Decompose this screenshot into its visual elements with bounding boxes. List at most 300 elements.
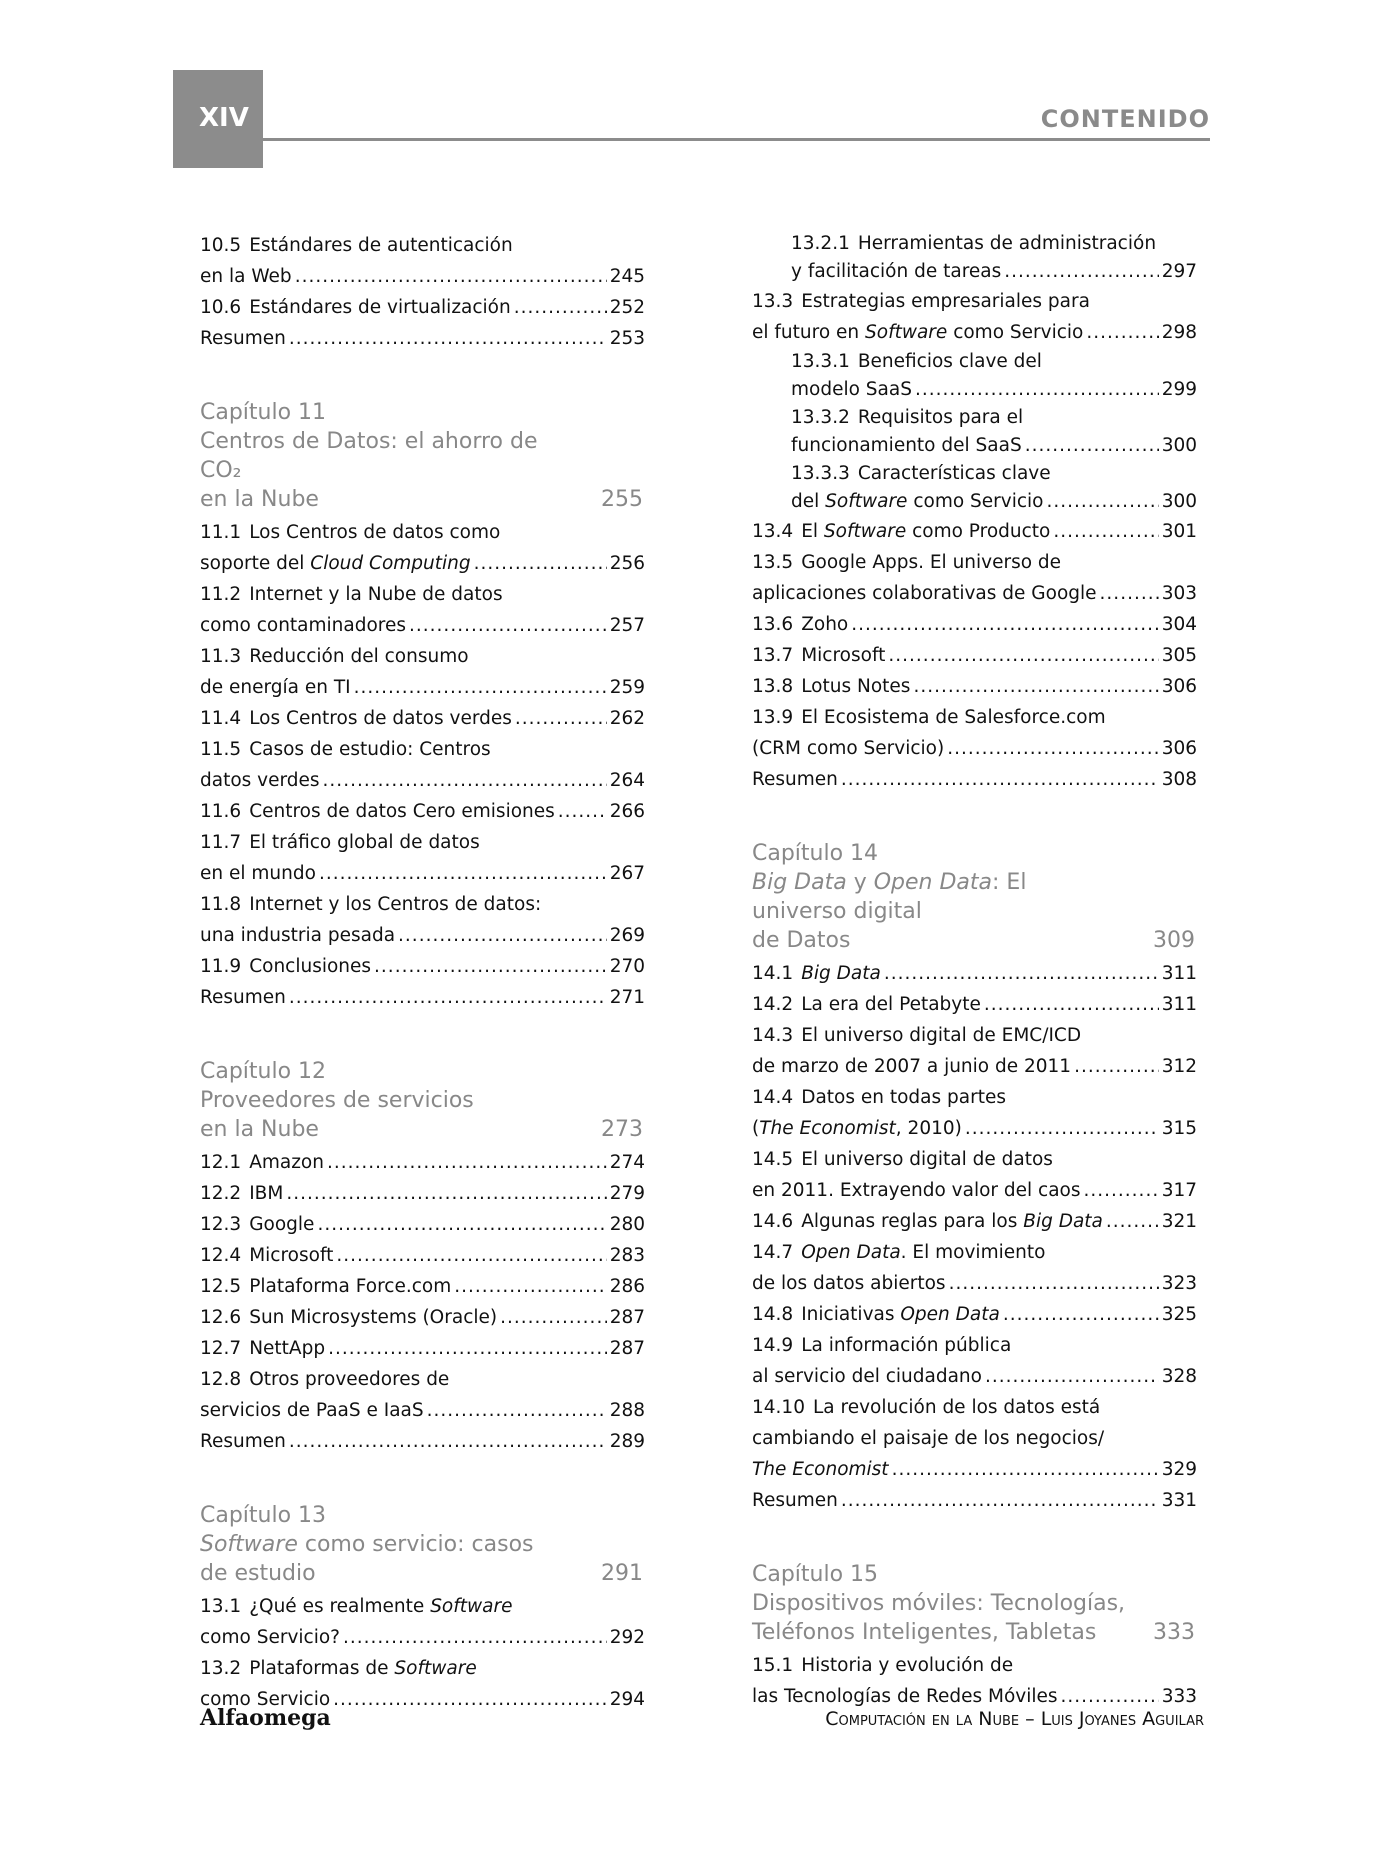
toc-entry	[752, 348, 1197, 404]
entry-number: 13.2.1	[791, 233, 850, 254]
toc-entry	[200, 323, 645, 354]
entry-title	[249, 1333, 325, 1364]
toc-entry-line	[752, 989, 1197, 1020]
text-run: de los datos abiertos	[752, 1273, 946, 1294]
entry-page: 328	[1161, 1366, 1197, 1387]
entry-title	[801, 1335, 1011, 1356]
entry-title-cont	[200, 858, 316, 889]
entry-title	[801, 552, 1061, 573]
entry-page: 329	[1161, 1459, 1197, 1480]
entry-page: 274	[609, 1152, 645, 1173]
text-run: El	[801, 521, 824, 542]
entry-number: 13.1	[200, 1596, 242, 1617]
leader-dots	[289, 323, 607, 354]
toc-entry	[200, 1209, 645, 1240]
toc-entry	[752, 1330, 1197, 1392]
text-run: de estudio	[200, 1561, 316, 1586]
text-run: datos verdes	[200, 770, 320, 791]
toc-entry	[200, 292, 645, 323]
text-run: Herramientas de administración	[857, 233, 1157, 254]
entry-number: 14.9	[752, 1335, 794, 1356]
text-run: Open Data	[900, 1304, 1000, 1325]
entry-title	[249, 832, 480, 853]
text-run: The Economist	[752, 1459, 889, 1480]
leader-dots	[1106, 1206, 1159, 1237]
toc-entry-line	[200, 920, 645, 951]
toc-entry	[752, 609, 1197, 640]
text-run: Proveedores de servicios	[200, 1088, 474, 1113]
text-run: El Ecosistema de Salesforce.com	[801, 707, 1106, 728]
toc-entry-line	[200, 548, 645, 579]
entry-title-cont	[752, 733, 944, 764]
entry-number: 13.6	[752, 614, 794, 635]
entry-number: 12.1	[200, 1152, 242, 1173]
leader-dots	[1074, 1051, 1159, 1082]
toc-section	[200, 230, 645, 354]
text-run: Los Centros de datos como	[249, 522, 501, 543]
leader-dots	[409, 610, 607, 641]
leader-dots	[317, 1209, 606, 1240]
text-run: El universo digital de EMC/ICD	[801, 1025, 1082, 1046]
entry-page: 311	[1161, 994, 1197, 1015]
text-run: modelo SaaS	[791, 379, 912, 400]
chapter-title-line	[752, 1589, 1197, 1618]
entry-title	[200, 1426, 286, 1457]
chapter-page: 291	[601, 1561, 643, 1586]
text-run: como Servicio	[947, 322, 1084, 343]
text-run: El universo digital de datos	[801, 1149, 1053, 1170]
entry-title-cont	[791, 376, 912, 404]
entry-page: 270	[609, 956, 645, 977]
toc-entry-line	[200, 1395, 645, 1426]
leader-dots	[913, 671, 1158, 702]
text-run: como Servicio	[907, 491, 1044, 512]
leader-dots	[985, 1361, 1159, 1392]
entry-page: 331	[1161, 1490, 1197, 1511]
entry-number: 12.3	[200, 1214, 242, 1235]
toc-entry-line	[200, 292, 645, 323]
leader-dots	[558, 796, 607, 827]
text-run: La información pública	[801, 1335, 1012, 1356]
toc-entry-line	[791, 460, 1197, 488]
entry-number: 13.3.2	[791, 407, 850, 428]
entry-number: 13.2	[200, 1658, 242, 1679]
page-number-block	[173, 70, 263, 168]
toc-entry	[752, 671, 1197, 702]
text-run: en la Nube	[200, 487, 319, 512]
toc-entry	[752, 1237, 1197, 1299]
text-run: Open Data	[873, 870, 993, 895]
entry-page: 271	[609, 987, 645, 1008]
text-run: Algunas reglas para los	[801, 1211, 1024, 1232]
leader-dots	[286, 1178, 606, 1209]
entry-title-cont	[752, 578, 1097, 609]
toc-entry-line	[791, 258, 1197, 286]
chapter-page: 273	[601, 1117, 643, 1142]
entry-page: 308	[1161, 769, 1197, 790]
text-run: Los Centros de datos verdes	[249, 708, 512, 729]
entry-number: 11.1	[200, 522, 242, 543]
text-run: en el mundo	[200, 863, 316, 884]
entry-page: 298	[1161, 322, 1197, 343]
toc-entry	[752, 764, 1197, 795]
entry-title	[858, 463, 1051, 484]
toc-entry-line	[200, 734, 645, 765]
entry-title	[249, 1271, 451, 1302]
entry-title-cont	[200, 920, 395, 951]
toc-entry-line	[752, 1175, 1197, 1206]
leader-dots	[884, 958, 1159, 989]
leader-dots	[354, 672, 607, 703]
entry-title	[249, 292, 511, 323]
toc-entry-line	[200, 1240, 645, 1271]
text-run: Software	[825, 491, 908, 512]
entry-title	[801, 609, 848, 640]
toc-entry-line	[752, 547, 1197, 578]
leader-dots	[328, 1333, 607, 1364]
chapter-heading	[200, 1057, 645, 1144]
toc-entry	[200, 1364, 645, 1426]
toc-entry	[200, 517, 645, 579]
toc-entry-line	[200, 796, 645, 827]
leader-dots	[427, 1395, 607, 1426]
leader-dots	[841, 1485, 1159, 1516]
entry-title-cont	[752, 1268, 946, 1299]
text-run: , 2010)	[895, 1118, 962, 1139]
entry-title	[752, 1485, 838, 1516]
entry-page: 266	[609, 801, 645, 822]
entry-number: 14.7	[752, 1242, 794, 1263]
entry-number: 12.6	[200, 1307, 242, 1328]
entry-title-cont	[200, 548, 471, 579]
toc-entry	[752, 1650, 1197, 1712]
text-run: servicios de PaaS e IaaS	[200, 1400, 424, 1421]
text-run: Requisitos para el	[857, 407, 1024, 428]
entry-title	[801, 707, 1105, 728]
text-run: Resumen	[200, 328, 286, 349]
toc-section	[752, 230, 1197, 795]
text-run: : El universo digital	[752, 870, 1027, 924]
entry-page: 333	[1161, 1686, 1197, 1707]
text-run: Características clave	[857, 463, 1051, 484]
toc-section	[752, 839, 1197, 1516]
toc-entry-line	[200, 672, 645, 703]
entry-page: 283	[609, 1245, 645, 1266]
chapter-label: Capítulo 14	[752, 841, 879, 866]
toc-entry-line	[752, 1051, 1197, 1082]
text-run: Historia y evolución de	[801, 1655, 1014, 1676]
leader-dots	[851, 609, 1158, 640]
toc-entry-line	[752, 1020, 1197, 1051]
leader-dots	[474, 548, 607, 579]
toc-entry-line	[752, 1268, 1197, 1299]
leader-dots	[841, 764, 1159, 795]
entry-title	[801, 1149, 1053, 1170]
toc-entry-line	[200, 889, 645, 920]
text-run: como servicio: casos	[297, 1532, 534, 1557]
toc-entry-line	[200, 517, 645, 548]
toc-entry-line	[200, 1364, 645, 1395]
chapter-title-line	[752, 1618, 1197, 1647]
entry-title	[801, 1242, 1045, 1263]
text-run: Big Data	[1023, 1211, 1103, 1232]
leader-dots	[289, 1426, 607, 1457]
entry-number: 13.3.1	[791, 351, 850, 372]
text-run: Resumen	[752, 769, 838, 790]
text-run: las Tecnologías de Redes Móviles	[752, 1686, 1058, 1707]
entry-number: 10.5	[200, 235, 242, 256]
toc-entry-line	[752, 764, 1197, 795]
entry-title-cont	[200, 1622, 340, 1653]
text-run: soporte del	[200, 553, 311, 574]
entry-number: 14.4	[752, 1087, 794, 1108]
toc-entry-line	[752, 671, 1197, 702]
toc-entry-line	[200, 765, 645, 796]
entry-page: 269	[609, 925, 645, 946]
entry-title	[801, 1087, 1006, 1108]
entry-page: 292	[609, 1627, 645, 1648]
toc-entry-line	[752, 578, 1197, 609]
text-run: Zoho	[801, 614, 849, 635]
text-run: de marzo de 2007 a junio de 2011	[752, 1056, 1072, 1077]
entry-title-cont	[791, 488, 1044, 516]
toc-entry-line	[200, 230, 645, 261]
toc-entry	[752, 989, 1197, 1020]
entry-page: 253	[609, 328, 645, 349]
text-run: Otros proveedores de	[249, 1369, 450, 1390]
text-run: como Servicio	[200, 1689, 331, 1710]
entry-number: 12.2	[200, 1183, 242, 1204]
entry-title	[249, 796, 555, 827]
toc-entry	[200, 1333, 645, 1364]
entry-title-cont	[200, 1395, 424, 1426]
entry-page: 288	[609, 1400, 645, 1421]
text-run: de Datos	[752, 928, 851, 953]
leader-dots	[327, 1147, 607, 1178]
leader-dots	[323, 765, 607, 796]
toc-section	[200, 398, 645, 1013]
toc-entry	[200, 1240, 645, 1271]
leader-dots	[454, 1271, 606, 1302]
toc-entry-line	[200, 579, 645, 610]
leader-dots	[514, 292, 607, 323]
chapter-title-line	[200, 1086, 645, 1115]
entry-page: 300	[1161, 491, 1197, 512]
entry-title-cont	[752, 1454, 889, 1485]
toc-entry	[200, 1178, 645, 1209]
toc-entry-line	[200, 1591, 645, 1622]
toc-entry	[200, 982, 645, 1013]
entry-page: 287	[609, 1338, 645, 1359]
entry-title-cont	[752, 317, 1083, 348]
entry-number: 11.8	[200, 894, 242, 915]
text-run: como Servicio?	[200, 1627, 340, 1648]
toc-entry-line	[200, 1271, 645, 1302]
toc-entry	[200, 889, 645, 951]
chapter-title-line	[200, 1559, 645, 1588]
entry-number: 14.3	[752, 1025, 794, 1046]
leader-dots	[915, 376, 1159, 404]
text-run: Resumen	[200, 987, 286, 1008]
entry-number: 14.8	[752, 1304, 794, 1325]
toc-entry	[200, 703, 645, 734]
text-run: Plataformas de	[249, 1658, 395, 1679]
toc-entry	[752, 286, 1197, 348]
toc-entry	[200, 1147, 645, 1178]
entry-title	[249, 646, 468, 667]
text-run: aplicaciones colaborativas de Google	[752, 583, 1097, 604]
text-run: Datos en todas partes	[801, 1087, 1006, 1108]
toc-entry-line	[200, 858, 645, 889]
entry-page: 257	[609, 615, 645, 636]
section-title: CONTENIDO	[1040, 105, 1210, 133]
entry-title	[249, 1178, 283, 1209]
toc-entry-line	[200, 1209, 645, 1240]
entry-page: 264	[609, 770, 645, 791]
entry-number: 13.8	[752, 676, 794, 697]
entry-page: 299	[1161, 379, 1197, 400]
text-run: Beneficios clave del	[857, 351, 1042, 372]
text-run: Google	[249, 1214, 315, 1235]
entry-page: 306	[1161, 738, 1197, 759]
entry-number: 14.2	[752, 994, 794, 1015]
text-run: Estrategias empresariales para	[801, 291, 1090, 312]
chapter-title-line	[752, 926, 1197, 955]
entry-number: 11.6	[200, 801, 242, 822]
entry-page: 256	[609, 553, 645, 574]
leader-dots	[1086, 317, 1158, 348]
toc-entry-line	[752, 1082, 1197, 1113]
entry-number: 12.4	[200, 1245, 242, 1266]
toc-entry-line	[200, 261, 645, 292]
entry-title-cont	[200, 610, 406, 641]
toc-entry-line	[200, 1622, 645, 1653]
entry-number: 11.5	[200, 739, 242, 760]
entry-page: 259	[609, 677, 645, 698]
toc-entry-line	[791, 230, 1197, 258]
leader-dots	[295, 261, 607, 292]
toc-entry	[752, 1299, 1197, 1330]
leader-dots	[336, 1240, 606, 1271]
entry-page: 294	[609, 1689, 645, 1710]
text-run: Software	[823, 521, 907, 542]
entry-number: 13.7	[752, 645, 794, 666]
toc-section	[200, 1057, 645, 1457]
entry-number: 14.5	[752, 1149, 794, 1170]
publisher-name: Alfaomega	[200, 1705, 331, 1731]
toc-entry-line	[752, 1330, 1197, 1361]
toc-entry-line	[752, 317, 1197, 348]
toc-entry	[752, 516, 1197, 547]
entry-title-cont	[752, 1051, 1071, 1082]
entry-title: cambiando el paisaje de los negocios/	[752, 1428, 1105, 1449]
text-run: y facilitación de tareas	[791, 261, 1002, 282]
entry-title-cont	[791, 432, 1022, 460]
entry-number: 11.2	[200, 584, 242, 605]
entry-page: 286	[609, 1276, 645, 1297]
text-run: Microsoft	[249, 1245, 334, 1266]
toc-entry	[200, 579, 645, 641]
entry-title	[249, 894, 541, 915]
toc-entry	[200, 1271, 645, 1302]
entry-title	[200, 323, 286, 354]
toc-entry-line	[200, 982, 645, 1013]
entry-title	[249, 1240, 333, 1271]
text-run: Dispositivos móviles: Tecnologías,	[752, 1591, 1126, 1616]
text-run: Casos de estudio: Centros	[249, 739, 491, 760]
toc-entry-line	[752, 609, 1197, 640]
toc-entry	[752, 230, 1197, 286]
text-run: (	[752, 1118, 760, 1139]
entry-number: 14.1	[752, 963, 794, 984]
entry-title-cont	[791, 258, 1001, 286]
text-run: La era del Petabyte	[801, 994, 981, 1015]
entry-title	[249, 235, 513, 256]
toc-entry-line	[791, 376, 1197, 404]
entry-page: 304	[1161, 614, 1197, 635]
page-number: XIV	[199, 103, 249, 133]
toc-entry	[752, 1082, 1197, 1144]
entry-number: 14.6	[752, 1211, 794, 1232]
toc-entry-line	[200, 610, 645, 641]
toc-entry-line	[200, 1333, 645, 1364]
entry-title	[249, 739, 491, 760]
entry-number: 11.4	[200, 708, 242, 729]
text-run: una industria pesada	[200, 925, 396, 946]
toc-entry	[752, 460, 1197, 516]
entry-page: 301	[1161, 521, 1197, 542]
text-run: en la Web	[200, 266, 292, 287]
text-run: Teléfonos Inteligentes, Tabletas	[752, 1620, 1097, 1645]
entry-page: 306	[1161, 676, 1197, 697]
toc-entry	[752, 1485, 1197, 1516]
text-run: el futuro en	[752, 322, 866, 343]
toc-entry-line	[752, 1113, 1197, 1144]
leader-dots	[1053, 516, 1158, 547]
book-title-text: Computación en la Nube – Luis Joyanes Aguilar	[825, 1708, 1204, 1730]
entry-number: 11.7	[200, 832, 242, 853]
text-run: (CRM como Servicio)	[752, 738, 945, 759]
entry-title	[858, 233, 1156, 254]
toc-entry-line	[752, 1361, 1197, 1392]
chapter-page: 309	[1153, 928, 1195, 953]
toc-entry	[200, 734, 645, 796]
leader-dots	[1003, 1299, 1159, 1330]
text-run: Internet y los Centros de datos:	[249, 894, 542, 915]
text-run: NettApp	[249, 1338, 326, 1359]
toc-entry-line	[752, 1485, 1197, 1516]
toc-entry-line	[200, 323, 645, 354]
toc-entry-line	[752, 1650, 1197, 1681]
entry-title	[249, 584, 502, 605]
entry-page: 245	[609, 266, 645, 287]
chapter-heading	[752, 1560, 1197, 1647]
entry-page: 297	[1161, 261, 1197, 282]
chapter-label: Capítulo 11	[200, 400, 327, 425]
toc-entry	[752, 640, 1197, 671]
text-run: Software	[865, 322, 948, 343]
entry-title	[801, 1025, 1081, 1046]
text-run: funcionamiento del SaaS	[791, 435, 1022, 456]
toc-entry	[752, 1392, 1197, 1485]
entry-title-cont	[200, 672, 351, 703]
entry-title	[200, 982, 286, 1013]
text-run: Reducción del consumo	[249, 646, 469, 667]
toc-entry-line	[791, 348, 1197, 376]
toc-entry-line	[752, 286, 1197, 317]
toc-entry-line	[752, 1423, 1197, 1454]
leader-dots	[343, 1622, 607, 1653]
